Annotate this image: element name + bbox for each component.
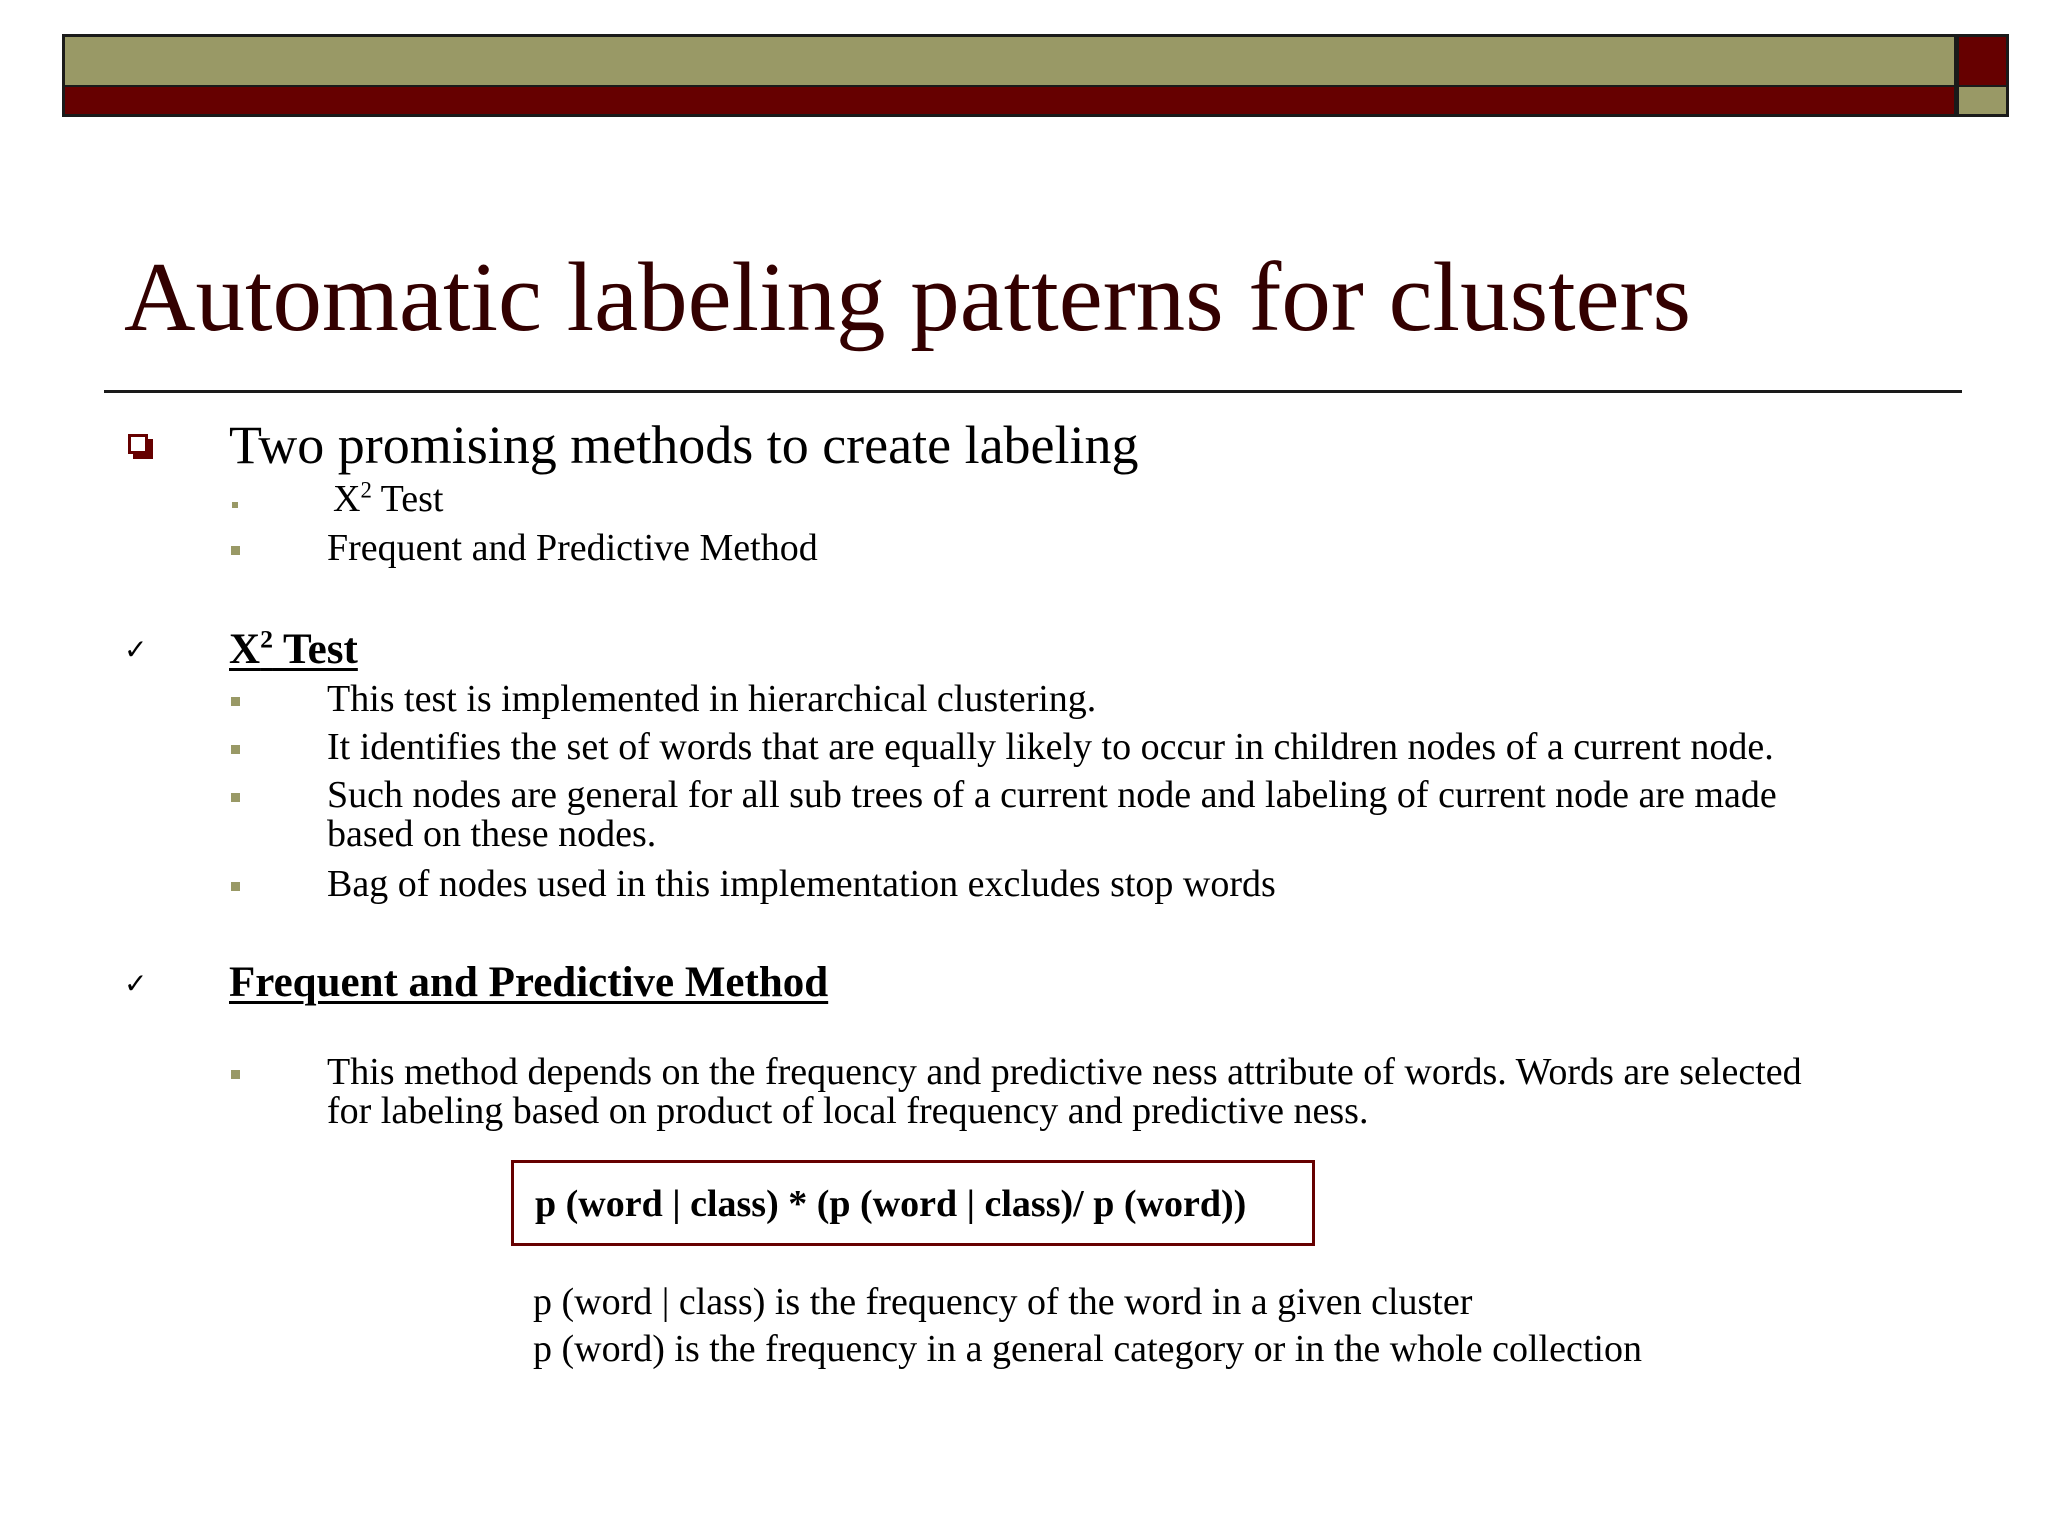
bullet-square-icon (231, 546, 240, 555)
slide-title: Automatic labeling patterns for clusters (124, 243, 1692, 352)
chi-item: This test is implemented in hierarchical clustering. (327, 678, 1097, 720)
bullet-square-icon (231, 697, 240, 706)
intro-item-fpm: Frequent and Predictive Method (327, 527, 818, 569)
bullet-square-icon (231, 1070, 240, 1079)
chi-item-line: Such nodes are general for all sub trees of a current node and labeling of current node are made (327, 774, 1777, 816)
chi-item: It identifies the set of words that are equally likely to occur in children nodes of a current node. (327, 726, 1774, 768)
header-bar-olive (62, 34, 1957, 85)
formula-text: p (word | class) * (p (word | class)/ p (word)) (535, 1183, 1247, 1225)
fpm-item-line: for labeling based on product of local frequency and predictive ness. (327, 1090, 1369, 1132)
intro-item-chi: $X^2$ Test (333, 477, 444, 520)
bullet-square-icon (231, 793, 240, 802)
intro-text: Two promising methods to create labeling (229, 415, 1139, 475)
bullet-square-icon (231, 882, 240, 891)
bullet-square-icon (231, 745, 240, 754)
checkmark-icon: ✓ (124, 967, 148, 1000)
header-bar-maroon (62, 85, 1957, 117)
fpm-item-line: This method depends on the frequency and predictive ness attribute of words. Words are selected (327, 1051, 1802, 1093)
square-bullet-icon (128, 434, 152, 458)
header-corner-maroon (1957, 34, 2009, 85)
formula-note: p (word) is the frequency in a general category or in the whole collection (533, 1328, 1642, 1370)
chi-item-line: based on these nodes. (327, 813, 657, 855)
fpm-heading: Frequent and Predictive Method (229, 959, 829, 1006)
header-corner-divider (1955, 34, 1959, 117)
chi-test-heading: $X^2$ Test (229, 624, 358, 673)
title-underline (104, 390, 1962, 393)
formula-box (511, 1160, 1315, 1246)
chi-item: Bag of nodes used in this implementation excludes stop words (327, 863, 1276, 905)
header-corner-olive (1957, 85, 2009, 117)
bullet-square-icon (232, 502, 238, 508)
formula-note: p (word | class) is the frequency of the word in a given cluster (533, 1281, 1473, 1323)
checkmark-icon: ✓ (124, 633, 148, 666)
